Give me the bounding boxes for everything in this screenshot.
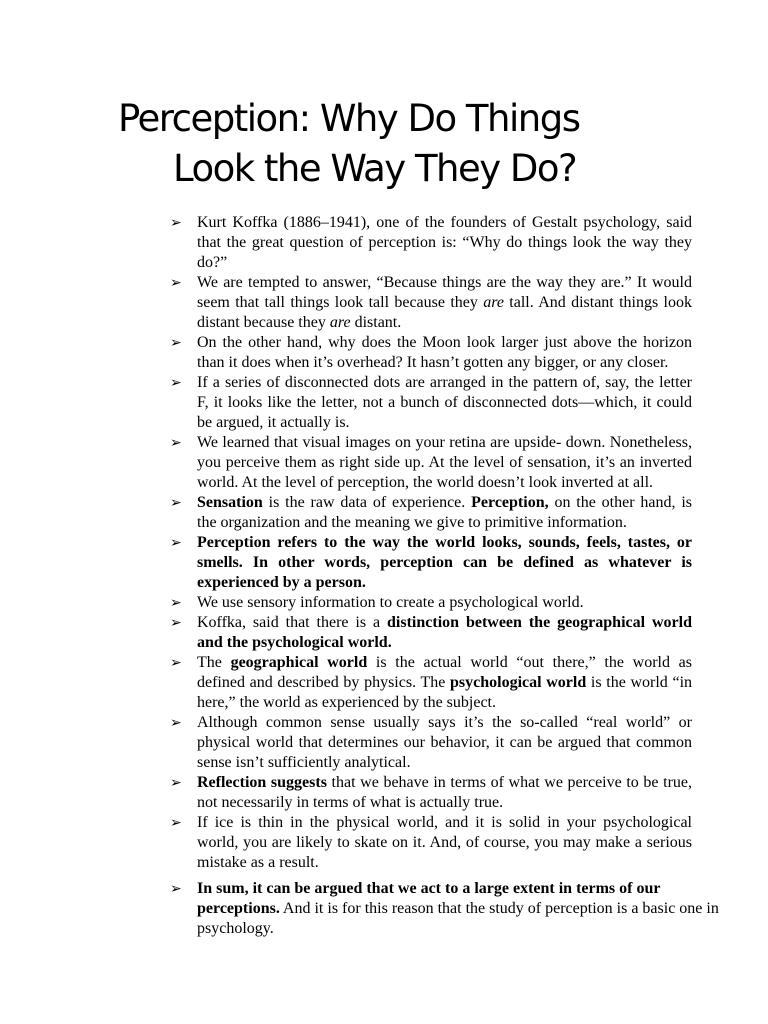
title-line-1: Perception: Why Do Things [118,97,580,140]
list-item: ➢ We use sensory information to create a psychological world. [170,594,584,611]
list-item: ➢ In sum, it can be argued that we act to a large extent in terms of our perceptions. And it is for this reason that the study of perception is a basic one in psychology. [170,880,719,937]
arrow-bullet-icon: ➢ [170,815,182,831]
list-item: ➢ If a series of disconnected dots are arranged in the pattern of, say, the letter F, it looks like the letter, not a bunch of disconnected dots—which, it could be argued, it actually is. [170,374,692,431]
arrow-bullet-icon: ➢ [170,775,182,791]
arrow-bullet-icon: ➢ [170,275,182,291]
arrow-bullet-icon: ➢ [170,595,182,611]
arrow-bullet-icon: ➢ [170,655,182,671]
list-item: ➢ We are tempted to answer, “Because things are the way they are.” It would seem that tall things look tall because they are tall. And distant things look distant because they are distant. [170,274,692,331]
arrow-bullet-icon: ➢ [170,375,182,391]
list-item: ➢ Koffka, said that there is a distinction between the geographical world and the psychological world. [170,614,692,651]
list-item: ➢ We learned that visual images on your retina are upside- down. Nonetheless, you perceive them as right side up. At the level of sensation, it’s an inverted world. At the level of perception, the world doesn’t look inverted at all. [170,434,692,491]
arrow-bullet-icon: ➢ [170,495,182,511]
list-item: ➢ If ice is thin in the physical world, and it is solid in your psychological world, you are likely to skate on it. And, of course, you may make a serious mistake as a result. [170,814,692,871]
arrow-bullet-icon: ➢ [170,215,182,231]
list-item: ➢ Although common sense usually says it’s the so-called “real world” or physical world that determines our behavior, it can be argued that common sense isn’t sufficiently analytical. [170,714,692,771]
list-item: ➢ On the other hand, why does the Moon look larger just above the horizon than it does when it’s overhead? It hasn’t gotten any bigger, or any closer. [170,334,692,371]
arrow-bullet-icon: ➢ [170,535,182,551]
list-item: ➢ The geographical world is the actual world “out there,” the world as defined and described by physics. The psychological world is the world “in here,” the world as experienced by the subject. [170,654,693,711]
list-item: ➢ Sensation is the raw data of experience. Perception, on the other hand, is the organization and the meaning we give to primitive information. [170,494,692,531]
list-item: ➢ Perception refers to the way the world looks, sounds, feels, tastes, or smells. In other words, perception can be defined as whatever is experienced by a person. [170,534,692,591]
arrow-bullet-icon: ➢ [170,881,182,897]
arrow-bullet-icon: ➢ [170,335,182,351]
bullet-list [170,213,719,939]
arrow-bullet-icon: ➢ [170,715,182,731]
list-item: ➢ Kurt Koffka (1886–1941), one of the founders of Gestalt psychology, said that the great question of perception is: “Why do things look the way they do?” [170,214,692,271]
title-line-2: Look the Way They Do? [173,147,577,190]
page-title [118,94,738,194]
arrow-bullet-icon: ➢ [170,615,182,631]
arrow-bullet-icon: ➢ [170,435,182,451]
list-item: ➢ Reflection suggests that we behave in terms of what we perceive to be true, not necessarily in terms of what is actually true. [170,774,692,811]
